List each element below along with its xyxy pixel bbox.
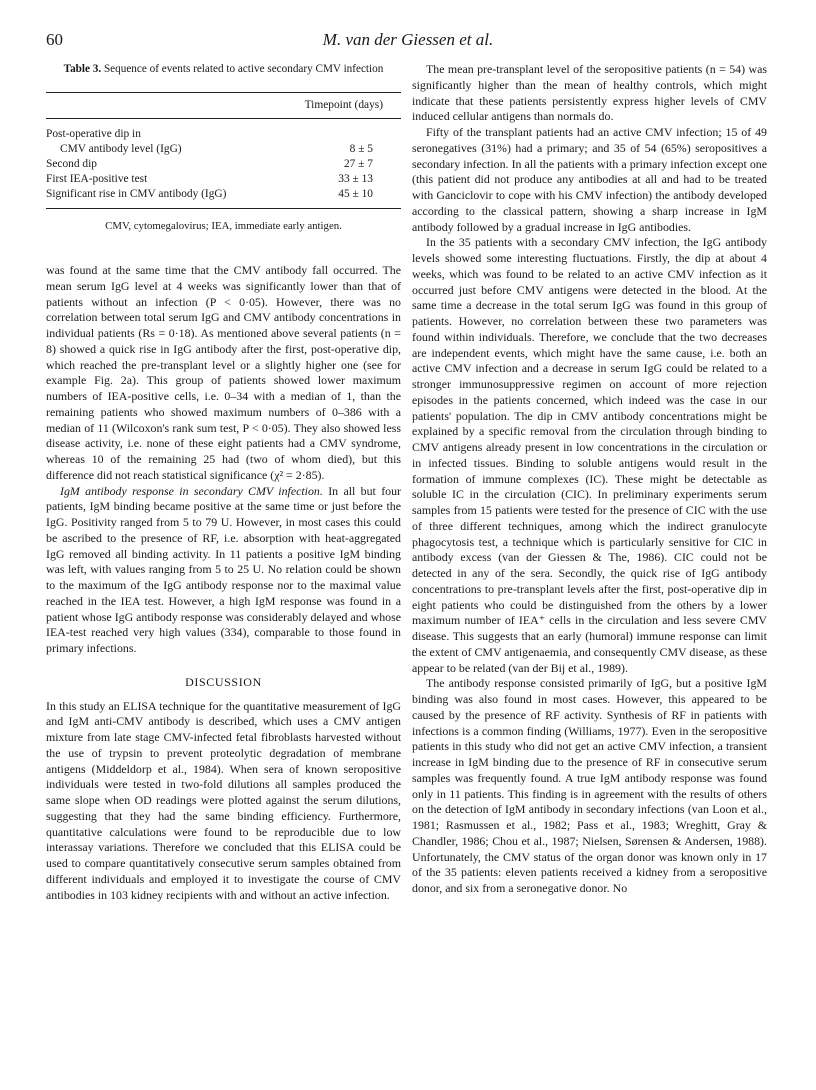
paragraph: The antibody response consisted primarily of IgG, but a positive IgM binding was also found in most cases. However, this appeared to be caused by the presence of RF activity. Synthesis of RF in patients with infections is a common finding (Williams, 1977). Even in the seropositive patients in this study who did not get an active CMV infection, a transient increase in IgM binding due to the presence of RF in consecutive serum samples was frequently found. A true IgM antibody response was found only in 11 patients. This finding is in agreement with the results of others on the detection of IgM antibody in secondary infections (van Loon et al., 1981; Rasmussen et al., 1982; Pass et al., 1983; Wreghitt, Gray & Chandler, 1986; Chou et al., 1987; Nielsen, Sørensen & Andersen, 1988). Unfortunately, the CMV status of the organ donor was known only in 17 of the 35 patients: eleven patients received a kidney from a seropositive donor, and six from a seronegative donor. No bbox=[412, 676, 767, 895]
table-row bbox=[46, 172, 401, 187]
left-column bbox=[46, 62, 401, 903]
paragraph bbox=[46, 484, 401, 657]
running-head: M. van der Giessen et al. bbox=[322, 30, 494, 49]
paragraph: The mean pre-transplant level of the seropositive patients (n = 54) was significantly higher than the mean of healthy controls, which might indicate that these patients persistently express higher levels of CMV induced cellular antigens than normals do. bbox=[412, 62, 767, 124]
event-cell: Post-operative dip in bbox=[46, 128, 141, 140]
event-cell: Significant rise in CMV antibody (IgG) bbox=[46, 187, 277, 209]
event-cell: CMV antibody level (IgG) bbox=[60, 143, 182, 155]
table-header-timepoint: Timepoint (days) bbox=[277, 93, 401, 119]
paragraph-body: In all but four patients, IgM binding became positive at the same time or just before the IgG. Positivity ranged from 5 to 79 U. However, in most cases this could be ascribed to the presence of RF, i.e. absorption with heat-aggregated IgG removed all binding activity. In 11 patients a positive IgM binding was left, with values ranging from 5 to 25 U. No relation could be shown to the maximum of the IgG antibody response nor to the maximal value reached in the IEA test. However, a high IgM response was found in a patient whose IgG antibody response was considerably delayed and whose IEA-test reached very high values (334), comparable to those found in primary infections. bbox=[46, 483, 402, 655]
timepoint-cell: 45 ± 10 bbox=[277, 187, 401, 209]
event-cell: First IEA-positive test bbox=[46, 173, 148, 185]
right-column bbox=[412, 62, 767, 897]
events-table bbox=[46, 92, 401, 209]
page-number: 60 bbox=[46, 30, 63, 49]
paragraph: was found at the same time that the CMV antibody fall occurred. The mean serum IgG level at 4 weeks was significantly lower than that of patients without an infection (P < 0·05). However, there was no correlation between total serum IgG and CMV antibody concentrations in individual patients (Rs = 0·18). As mentioned above several patients (n = 8) showed a quick rise in IgG antibody after the first, post-operative dip, which reached the pre-transplant level or a slightly higher one (see for example Fig. 2a). This group of patients showed lower maximum numbers of IEA-positive cells, i.e. 0–34 with a median of 1, than the remaining patients who showed maximum numbers of 0–386 with a median of 11 (Wilcoxon's rank sum test, P < 0·05). They also showed less disease activity, i.e. none of these eight patients had a CMV syndrome, whereas 10 of the remaining 25 had (two of whom died), but this difference did not reach statistical significance (χ² = 2·85). bbox=[46, 263, 401, 482]
timepoint-cell: 27 ± 7 bbox=[343, 158, 373, 170]
paragraph: Fifty of the transplant patients had an active CMV infection; 15 of 49 seronegatives (31%) had a primary; and 35 of 54 (65%) seropositives a secondary infection. In all the patients with a primary infection except one (this patient did not produce any antibodies at all and had to be treated with Ganciclovir to cope with his CMV infection) the antibody developed according to the classical pattern, showing a sharp increase in IgM antibody followed by a gradual increase in IgG antibodies. bbox=[412, 125, 767, 234]
table-header-blank bbox=[46, 93, 277, 119]
paragraph: In the 35 patients with a secondary CMV infection, the IgG antibody levels showed some interesting fluctuations. Firstly, the dip at about 4 weeks, which was found to be related to an active CMV infection as it occurred just before CMV antigens were detected in the blood. At the same time a decrease in the total serum IgG was found in this group of patients. However, no correlation between these two parameters was found within individuals. Therefore, we conclude that the two decreases are independent events, which might have the same cause, i.e. both an active CMV infection and a decrease in serum IgG could be related to a stronger immunosuppressive regimen on account of more rejection episodes in the patients concerned, which indeed was the case in our patients' population. The dip in CMV antibody concentrations might be explained by a specific removal from the circulation through binding to CMV antigens already present in low concentrations in the circulation or in infected tissues. Binding to soluble antigens would result in the formation of immune complexes (IC). These might be detectable as soluble IC in the circulation (CIC). In preliminary experiments serum samples from 15 patients were tested for the presence of CIC with the use of three different techniques, among which the indirect granulocyte phagocytosis test, a technique which is particularly sensitive for CIC in antibody excess (van der Giessen & The, 1986). CIC could not be detected in any of the sera. Secondly, the quick rise of IgG antibody concentrations to pre-transplant levels after the first, post-operative dip in eight patients who could be distinguished from the others by a lower maximum number of IEA⁺ cells in the circulation and less severe CMV disease. This suggests that an early (humoral) immune response can limit the extent of CMV antigenaemia, and consequently CMV disease, as these appear to be related (van der Bij et al., 1989). bbox=[412, 235, 767, 675]
event-cell: Second dip bbox=[46, 158, 97, 170]
table-row bbox=[46, 142, 401, 157]
table-row bbox=[46, 187, 401, 209]
table-caption bbox=[52, 62, 395, 76]
table-title: Sequence of events related to active secondary CMV infection bbox=[103, 63, 384, 75]
table-footnote: CMV, cytomegalovirus; IEA, immediate early antigen. bbox=[105, 220, 342, 232]
timepoint-cell bbox=[277, 119, 401, 143]
paragraph: In this study an ELISA technique for the quantitative measurement of IgG and IgM anti-CMV antibody is described, which uses a CMV antigen mixture from late stage CMV-infected fetal fibroblasts harvested without the use of trypsin to prevent proteolytic degradation of membrane antigens (Middeldorp et al., 1984). When sera of known seropositive individuals were tested in two-fold dilutions all samples produced the same slope when OD readings were plotted against the serum dilutions, suggesting that they had the same binding efficiency. Furthermore, quantitative calculations were found to be reproducible due to low interassay variations. Therefore we concluded that this ELISA could be used to compare quantitatively consecutive serum samples obtained from different individuals and employed it to investigate the course of CMV antibodies in 103 kidney recipients with and without an active infection. bbox=[46, 698, 401, 902]
timepoint-cell: 33 ± 13 bbox=[338, 173, 373, 185]
discussion-heading: DISCUSSION bbox=[185, 674, 262, 689]
table-row bbox=[46, 119, 401, 143]
table-label: Table 3. bbox=[63, 63, 102, 75]
section-run-in-title: IgM antibody response in secondary CMV infection. bbox=[60, 483, 323, 498]
timepoint-cell: 8 ± 5 bbox=[349, 143, 373, 155]
table-row bbox=[46, 157, 401, 172]
